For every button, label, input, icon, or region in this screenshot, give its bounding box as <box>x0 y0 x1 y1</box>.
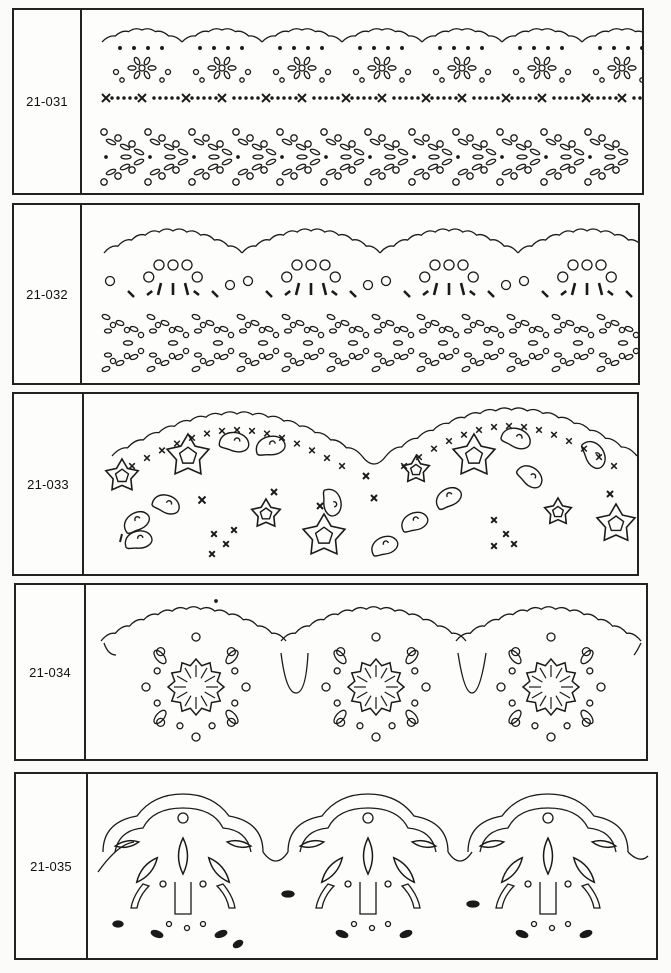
pattern-art <box>82 205 638 383</box>
pattern-code: 21-032 <box>14 205 82 383</box>
pattern-row-21-032 <box>12 203 640 385</box>
eyelet-pattern-21-032 <box>82 205 638 383</box>
pattern-row-21-033 <box>12 392 639 576</box>
pattern-code: 21-034 <box>16 585 86 759</box>
eyelet-pattern-21-031 <box>82 10 642 193</box>
pattern-code: 21-035 <box>16 774 88 958</box>
pattern-art <box>88 774 656 958</box>
pattern-code: 21-033 <box>14 394 84 574</box>
pattern-art <box>82 10 642 193</box>
pattern-art <box>86 585 646 759</box>
pattern-row-21-034 <box>14 583 648 761</box>
eyelet-pattern-21-034 <box>86 585 646 759</box>
pattern-row-21-031 <box>12 8 644 195</box>
eyelet-pattern-21-033 <box>84 394 637 574</box>
eyelet-pattern-21-035 <box>88 774 656 958</box>
pattern-code: 21-031 <box>14 10 82 193</box>
pattern-art <box>84 394 637 574</box>
pattern-row-21-035 <box>14 772 658 960</box>
